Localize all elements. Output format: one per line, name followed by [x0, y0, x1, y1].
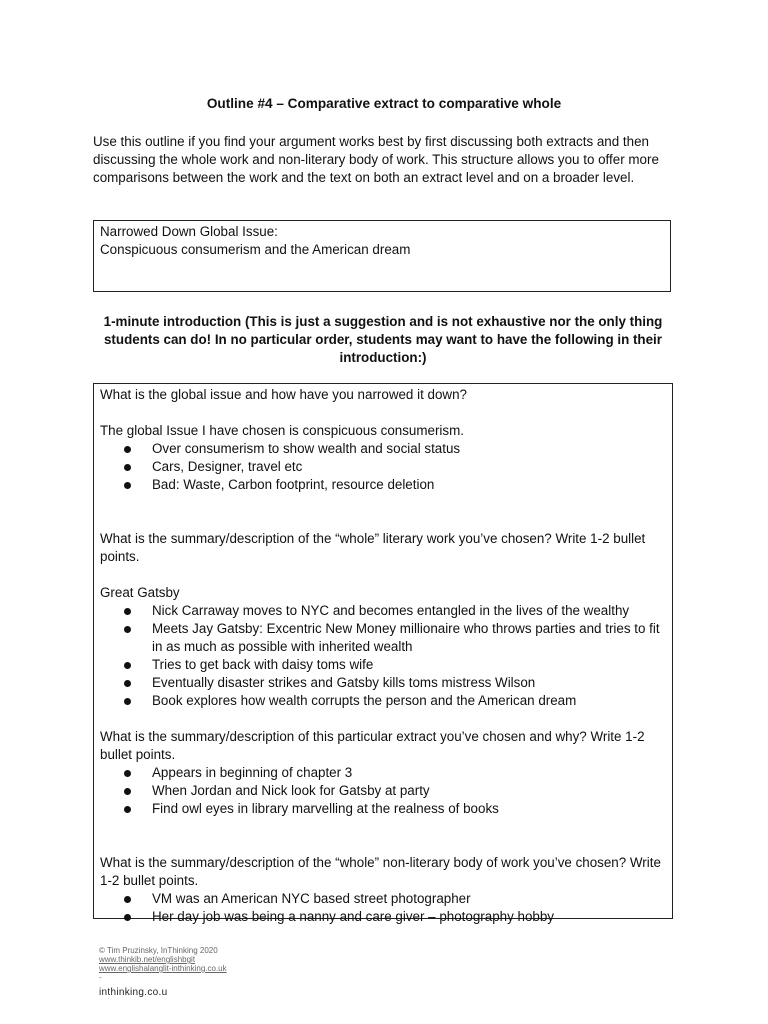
- list-item: When Jordan and Nick look for Gatsby at party: [140, 782, 666, 800]
- literary-work-bullets: [100, 602, 666, 710]
- list-item: Her day job was being a nanny and care giver – photography hobby: [140, 908, 666, 926]
- extract-bullets: [100, 764, 666, 818]
- list-item: Nick Carraway moves to NYC and becomes entangled in the lives of the wealthy: [140, 602, 666, 620]
- page-title: Outline #4 – Comparative extract to comparative whole: [206, 96, 562, 111]
- non-literary-bullets: [100, 890, 666, 926]
- list-item: Find owl eyes in library marvelling at the realness of books: [140, 800, 666, 818]
- introduction-box: [93, 383, 673, 924]
- list-item: Tries to get back with daisy toms wife: [140, 656, 666, 674]
- footer-link-2[interactable]: www.englishalanglit-inthinking.co.uk: [99, 964, 227, 973]
- list-item: Appears in beginning of chapter 3: [140, 764, 666, 782]
- footer-link-1[interactable]: www.thinkib.net/englishbgit: [99, 955, 196, 964]
- footer-copyright: © Tim Pruzinsky, InThinking 2020: [99, 946, 218, 955]
- question-extract: What is the summary/description of this particular extract you’ve chosen and why? Write 1-2 bullet points.: [100, 729, 645, 762]
- question-non-literary: What is the summary/description of the “whole” non-literary body of work you’ve chosen? Write 1-2 bullet points.: [100, 855, 661, 888]
- footer: [99, 946, 227, 997]
- global-issue-label: Narrowed Down Global Issue:: [100, 224, 278, 239]
- footer-dash: -: [99, 973, 102, 982]
- list-item: Book explores how wealth corrupts the person and the American dream: [140, 692, 666, 710]
- question-global-issue: What is the global issue and how have you narrowed it down?: [100, 387, 467, 402]
- list-item: Meets Jay Gatsby: Excentric New Money millionaire who throws parties and tries to fit in as much as possible with inherited wealth: [140, 620, 666, 656]
- global-issue-value: Conspicuous consumerism and the American dream: [100, 242, 411, 257]
- intro-paragraph: Use this outline if you find your argument works best by first discussing both extracts and then discussing the whole work and non-literary body of work. This structure allows you to offer more comparisons between the work and the text on both an extract level and on a broader level.: [93, 134, 659, 185]
- footer-brand: inthinking.co.u: [99, 987, 168, 998]
- intro-subheading: 1-minute introduction (This is just a suggestion and is not exhaustive nor the only thing students can do! In no particular order, students may want to have the following in their introduction:): [103, 314, 663, 365]
- list-item: Over consumerism to show wealth and social status: [140, 440, 666, 458]
- list-item: Cars, Designer, travel etc: [140, 458, 666, 476]
- list-item: VM was an American NYC based street photographer: [140, 890, 666, 908]
- question-literary-work: What is the summary/description of the “whole” literary work you’ve chosen? Write 1-2 bullet points.: [100, 531, 646, 564]
- global-issue-box: [93, 220, 671, 292]
- answer-global-issue: The global Issue I have chosen is conspicuous consumerism.: [100, 423, 464, 438]
- global-issue-bullets: [100, 440, 666, 494]
- answer-literary-work: Great Gatsby: [100, 585, 180, 600]
- list-item: Eventually disaster strikes and Gatsby kills toms mistress Wilson: [140, 674, 666, 692]
- list-item: Bad: Waste, Carbon footprint, resource deletion: [140, 476, 666, 494]
